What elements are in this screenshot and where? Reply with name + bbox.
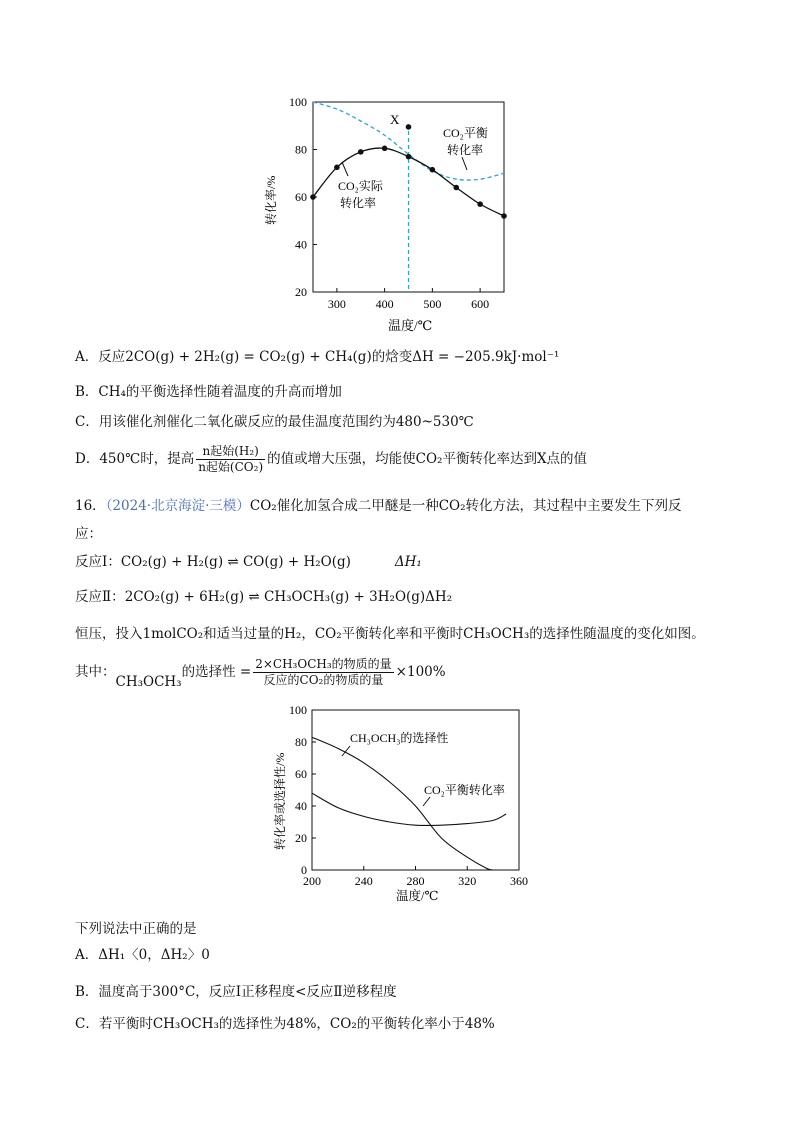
- chart1-x-tick-label: 400: [375, 297, 394, 311]
- chart1-y-label: 转化率/%: [264, 175, 278, 225]
- chart2-y-tick-label: 60: [295, 767, 307, 781]
- chart1-x-tick-label: 500: [423, 297, 442, 311]
- chart2-eq-label: CO₂平衡转化率: [424, 783, 505, 797]
- q16-number: 16．: [75, 498, 106, 514]
- chart1-y-tick-label: 60: [295, 190, 307, 204]
- q16-definition-numerator: 2×CH₃OCH₃的物质的量: [255, 657, 392, 671]
- q16-stem-line1: [75, 497, 682, 515]
- q16-definition-mid: 的选择性 =: [181, 664, 252, 680]
- q16-selectivity-definition: [75, 655, 446, 699]
- chart1-actual-label-1: CO₂实际: [338, 179, 383, 193]
- chart2-x-tick-label: 360: [510, 874, 528, 888]
- chart2-y-label: 转化率或选择性/%: [273, 752, 287, 850]
- chart2-x-tick-label: 320: [458, 874, 477, 888]
- q16-option-a: A．ΔH₁〈0，ΔH₂〉0: [75, 947, 210, 963]
- q16-definition-prefix: 其中：: [75, 664, 116, 680]
- chart2-eq-pointer: [423, 797, 430, 806]
- q15-option-a-prefix: A．反应: [75, 349, 126, 365]
- q16-definition-suffix: ×100%: [395, 664, 446, 680]
- chart1-x-ticks: [328, 288, 489, 311]
- chart1-y-tick-label: 100: [289, 95, 307, 109]
- chart2-equilibrium-curve: [312, 793, 506, 825]
- q16-reaction-1-dh: ΔH₁: [394, 554, 422, 570]
- chart1-actual-point: [334, 165, 340, 171]
- chart1-actual-point: [310, 194, 316, 200]
- q15-option-d: [75, 442, 587, 476]
- q16-reaction-2-equation: 2CO₂(g) + 6H₂(g) ⇌ CH₃OCH₃(g) + 3H₂O(g)ΔH₂: [124, 589, 453, 605]
- q16-reaction-2: [75, 588, 452, 606]
- chart1-actual-point: [430, 167, 436, 173]
- q16-definition-subject: CH₃OCH₃: [115, 674, 182, 690]
- chart1-point-x-label: X: [390, 112, 400, 127]
- q16-reaction-1-equation: CO₂(g) + H₂(g) ⇌ CO(g) + H₂O(g): [120, 554, 351, 570]
- chart2-x-tick-label: 280: [406, 874, 425, 888]
- chart2-selectivity-label: CH₃OCH₃的选择性: [350, 731, 449, 745]
- chart2-x-tick-label: 200: [303, 874, 321, 888]
- q16-reaction-2-label: 反应Ⅱ：: [75, 589, 125, 605]
- chart2-y-tick-label: 0: [301, 863, 307, 877]
- q15-option-a-mid: 的焓变: [371, 349, 413, 365]
- chart-selectivity-vs-temperature: [265, 700, 535, 910]
- chart1-actual-label-pointer: [342, 162, 348, 176]
- chart1-actual-point: [501, 213, 507, 219]
- chart1-actual-point: [382, 146, 388, 152]
- chart1-y-tick-label: 40: [295, 237, 307, 252]
- chart2-y-tick-label: 40: [295, 799, 307, 813]
- chart1-actual-point: [477, 201, 483, 207]
- q15-option-d-denominator: n起始(CO₂): [198, 460, 264, 474]
- chart1-actual-point: [453, 185, 459, 191]
- q15-option-a-equation: 2CO(g) + 2H₂(g) = CO₂(g) + CH₄(g): [125, 349, 372, 365]
- q15-option-c: C．用该催化剂催化二氧化碳反应的最佳温度范围约为480~530℃: [75, 414, 474, 430]
- chart2-x-ticks: [303, 866, 528, 888]
- q15-option-a-enthalpy: ΔH = −205.9kJ·mol⁻¹: [412, 349, 560, 365]
- q16-reaction-1-label: 反应Ⅰ：: [75, 554, 121, 570]
- q16-reaction-1: [75, 553, 422, 571]
- q16-stem-text: CO₂催化加氢合成二甲醚是一种CO₂转化方法，其过程中主要发生下列反: [249, 498, 682, 514]
- q15-option-b: B．CH₄的平衡选择性随着温度的升高而增加: [75, 384, 342, 400]
- chart1-y-tick-label: 80: [295, 142, 307, 157]
- q15-option-a: [75, 348, 559, 366]
- chart2-selectivity-curve: [312, 737, 493, 870]
- chart1-eq-label-pointer: [462, 157, 467, 170]
- chart1-point-x: [406, 124, 412, 130]
- q15-option-d-prefix: D．450℃时，提高: [75, 451, 195, 467]
- chart1-x-label: 温度/℃: [388, 318, 433, 333]
- q16-condition: 恒压，投入1molCO₂和适当过量的H₂，CO₂平衡转化率和平衡时CH₃OCH₃的选择性随温度的变化如图。: [75, 626, 705, 642]
- chart2-y-tick-label: 100: [289, 703, 307, 717]
- q16-definition-denominator: 反应的CO₂的物质的量: [263, 673, 384, 687]
- q15-option-d-fraction: [196, 444, 265, 475]
- chart1-eq-label-1: CO₂平衡: [443, 126, 488, 140]
- chart-conversion-vs-temperature: [260, 92, 520, 337]
- chart1-actual-point: [358, 149, 364, 155]
- chart1-actual-label-2: 转化率: [340, 196, 377, 210]
- q15-option-d-numerator: n起始(H₂): [196, 444, 265, 460]
- chart2-x-tick-label: 240: [354, 874, 373, 888]
- q16-question: 下列说法中正确的是: [75, 921, 197, 937]
- chart1-actual-point: [406, 154, 412, 160]
- chart2-y-tick-label: 80: [295, 735, 307, 749]
- q15-option-d-suffix: 的值或增大压强，均能使CO₂平衡转化率达到X点的值: [267, 451, 588, 467]
- q16-stem-line2: 应：: [75, 526, 102, 542]
- chart1-x-tick-label: 300: [327, 297, 346, 311]
- chart1-x-tick-label: 600: [471, 297, 490, 311]
- chart1-y-tick-label: 20: [295, 285, 307, 299]
- q16-source: （2024·北京海淀·三模）: [105, 498, 250, 514]
- chart1-eq-label-2: 转化率: [447, 143, 484, 157]
- q16-definition-fraction: [253, 657, 393, 688]
- chart2-y-tick-label: 20: [295, 831, 307, 845]
- q16-option-c: C．若平衡时CH₃OCH₃的选择性为48%，CO₂的平衡转化率小于48%: [75, 1016, 495, 1032]
- q16-option-b: B．温度高于300°C，反应Ⅰ正移程度<反应Ⅱ逆移程度: [75, 984, 397, 1000]
- chart2-x-label: 温度/℃: [396, 889, 439, 903]
